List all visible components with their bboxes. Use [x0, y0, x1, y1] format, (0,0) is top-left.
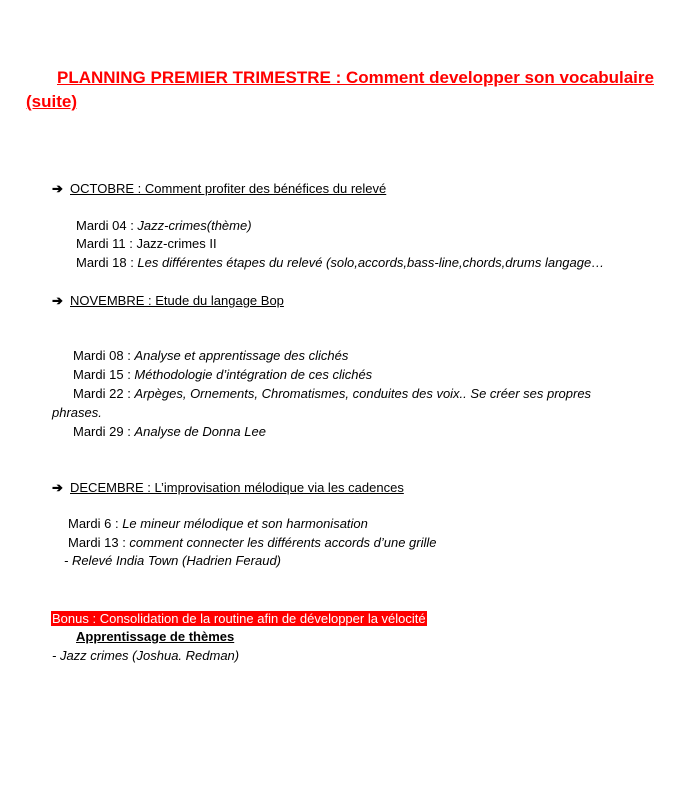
arrow-right-icon: ➔ [52, 480, 63, 495]
bonus-subheading: Apprentissage de thèmes [76, 629, 235, 644]
item-day: Mardi 11 : Jazz-crimes II [76, 236, 217, 251]
section-heading: DECEMBRE : L’improvisation mélodique via les cadences [70, 480, 404, 495]
list-item [73, 386, 591, 401]
item-topic: Analyse de Donna Lee [134, 424, 266, 439]
bonus-banner: Bonus : Consolidation de la routine afin de développer la vélocité [52, 611, 426, 626]
item-day: Mardi 22 : [73, 386, 135, 401]
item-topic: Jazz-crimes(thème) [137, 218, 252, 233]
section-november-heading [52, 293, 284, 309]
list-item-continuation [52, 405, 102, 420]
item-day: Mardi 18 : [76, 255, 138, 270]
list-item [73, 367, 372, 382]
page-title-line2: (suite) [26, 92, 77, 111]
arrow-right-icon: ➔ [52, 181, 63, 196]
item-topic: comment connecter les différents accords d’une grille [129, 535, 437, 550]
list-item [76, 255, 604, 270]
item-day: Mardi 13 : [68, 535, 130, 550]
list-item [76, 218, 252, 233]
item-day: Mardi 29 : [73, 424, 135, 439]
item-day: Mardi 04 : [76, 218, 138, 233]
section-heading: OCTOBRE : Comment profiter des bénéfices du relevé [70, 181, 387, 196]
item-day: Mardi 6 : [68, 516, 123, 531]
item-topic: Méthodologie d’intégration de ces clichés [134, 367, 373, 382]
item-topic: Les différentes étapes du relevé (solo,accords,bass-line,chords,drums langage… [137, 255, 605, 270]
item-day: Mardi 08 : [73, 348, 135, 363]
section-december-heading [52, 480, 404, 496]
item-topic: Arpèges, Ornements, Chromatismes, conduites des voix.. Se créer ses propres [134, 386, 592, 401]
list-item [68, 516, 368, 531]
list-item [68, 535, 437, 550]
item-topic: Le mineur mélodique et son harmonisation [122, 516, 368, 531]
item-topic: Analyse et apprentissage des clichés [134, 348, 349, 363]
item-topic: - Relevé India Town (Hadrien Feraud) [64, 553, 282, 568]
bonus-item [52, 648, 239, 663]
bonus-item-text: - Jazz crimes (Joshua. Redman) [52, 648, 240, 663]
item-day: Mardi 15 : [73, 367, 135, 382]
list-item [76, 236, 217, 251]
list-item [73, 424, 266, 439]
list-item [73, 348, 348, 363]
list-item [64, 553, 281, 568]
section-october-heading [52, 181, 386, 197]
item-topic-cont: phrases. [52, 405, 102, 420]
section-heading: NOVEMBRE : Etude du langage Bop [70, 293, 284, 308]
arrow-right-icon: ➔ [52, 293, 63, 308]
page-title-line1: PLANNING PREMIER TRIMESTRE : Comment developper son vocabulaire [57, 68, 654, 87]
